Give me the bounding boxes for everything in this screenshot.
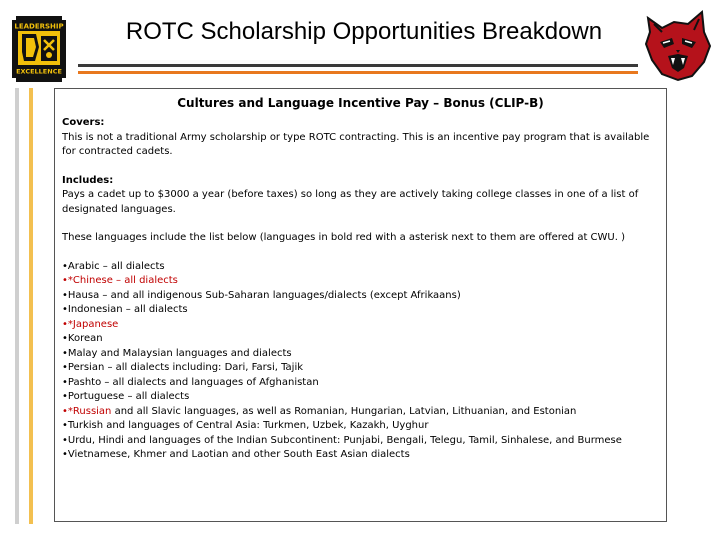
- header-divider-dark: [78, 64, 638, 67]
- language-text-highlighted: •*Japanese: [62, 318, 119, 330]
- list-item: [62, 376, 662, 391]
- covers-label: Covers:: [62, 117, 105, 128]
- language-text: •Pashto – all dialects and languages of Afghanistan: [62, 376, 319, 388]
- language-text: •Arabic – all dialects: [62, 260, 165, 272]
- list-item: [62, 448, 662, 463]
- panel-title: Cultures and Language Incentive Pay – Bonus (CLIP-B): [177, 96, 544, 110]
- clip-b-content-panel: [54, 88, 667, 522]
- language-text: •Malay and Malaysian languages and dialects: [62, 347, 292, 359]
- covers-text: This is not a traditional Army scholarship or type ROTC contracting. This is an incentive pay program that is available for contracted cadets.: [62, 131, 650, 157]
- includes-label: Includes:: [62, 174, 114, 186]
- wildcat-mascot-logo: [644, 10, 712, 82]
- language-text-highlighted: •*Russian: [62, 405, 112, 417]
- list-item: [62, 405, 662, 420]
- language-text: •Urdu, Hindi and languages of the Indian Subcontinent: Punjabi, Bengali, Telegu, Tamil, Sinhalese, and Burmese: [62, 434, 622, 446]
- left-accent-bar-grey: [15, 88, 19, 524]
- language-text: •Vietnamese, Khmer and Laotian and other South East Asian dialects: [62, 449, 410, 460]
- rotc-leadership-excellence-logo: [10, 14, 68, 84]
- language-text: •Portuguese – all dialects: [62, 391, 190, 402]
- language-text: •Indonesian – all dialects: [62, 304, 188, 315]
- left-accent-bar-orange: [29, 88, 33, 524]
- list-item: [62, 332, 662, 347]
- list-item: [62, 274, 662, 289]
- list-item: [62, 390, 662, 405]
- svg-text:LEADERSHIP: LEADERSHIP: [14, 22, 64, 31]
- language-text: •Korean: [62, 333, 103, 344]
- header-divider-orange: [78, 71, 638, 74]
- list-item: [62, 419, 662, 434]
- language-list: [62, 260, 662, 463]
- svg-text:EXCELLENCE: EXCELLENCE: [16, 67, 62, 76]
- page-title: ROTC Scholarship Opportunities Breakdown: [125, 18, 603, 45]
- panel-body: [62, 116, 662, 463]
- languages-intro: These languages include the list below (languages in bold red with a asterisk next to them are offered at CWU. ): [62, 232, 626, 243]
- list-item: [62, 361, 662, 376]
- list-item: [62, 434, 662, 449]
- language-text: •Hausa – and all indigenous Sub-Saharan languages/dialects (except Afrikaans): [62, 289, 461, 301]
- list-item: [62, 260, 662, 275]
- list-item: [62, 289, 662, 304]
- list-item: [62, 303, 662, 318]
- language-text-rest: and all Slavic languages, as well as Romanian, Hungarian, Latvian, Lithuanian, and Estonian: [111, 405, 577, 417]
- language-text-highlighted: •*Chinese – all dialects: [62, 275, 178, 286]
- language-text: •Persian – all dialects including: Dari, Farsi, Tajik: [62, 362, 304, 373]
- list-item: [62, 318, 662, 333]
- list-item: [62, 347, 662, 362]
- includes-text: Pays a cadet up to $3000 a year (before taxes) so long as they are actively taking college classes in one of a list of designated languages.: [62, 189, 639, 215]
- language-text: •Turkish and languages of Central Asia: Turkmen, Uzbek, Kazakh, Uyghur: [62, 420, 429, 431]
